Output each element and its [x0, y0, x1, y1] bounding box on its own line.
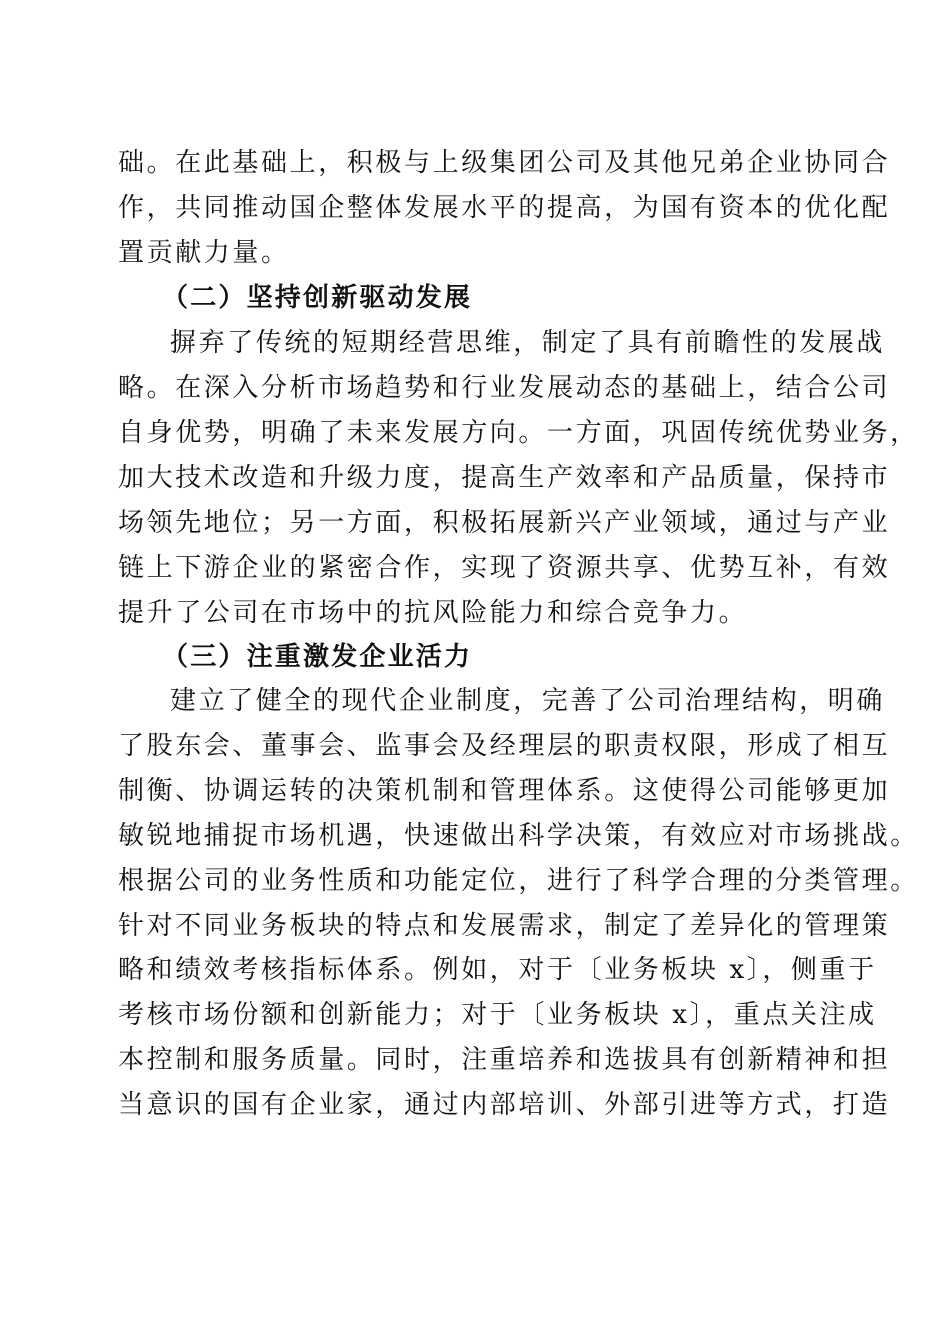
body-text-line: 针对不同业务板块的特点和发展需求，制定了差异化的管理策 [118, 911, 891, 941]
body-text-line: 置贡献力量。 [118, 238, 290, 268]
body-text-line: 本控制和服务质量。同时，注重培养和选拔具有创新精神和担 [118, 1045, 891, 1075]
body-text-line: 根据公司的业务性质和功能定位，进行了科学合理的分类管理。 [118, 866, 919, 896]
body-text-line: 摒弃了传统的短期经营思维，制定了具有前瞻性的发展战 [170, 328, 886, 358]
body-text-line: 建立了健全的现代企业制度，完善了公司治理结构，明确 [170, 686, 886, 716]
body-text-line: 提升了公司在市场中的抗风险能力和综合竞争力。 [118, 598, 748, 628]
section-heading-3: （三）注重激发企业活力 [162, 642, 473, 672]
body-text-line: 场领先地位；另一方面，积极拓展新兴产业领域，通过与产业 [118, 508, 891, 538]
body-text-line: 作，共同推动国企整体发展水平的提高，为国有资本的优化配 [118, 193, 891, 223]
body-text-line: 略。在深入分析市场趋势和行业发展动态的基础上，结合公司 [118, 373, 891, 403]
section-heading-2: （二）坚持创新驱动发展 [162, 283, 473, 313]
body-text-line: 加大技术改造和升级力度，提高生产效率和产品质量，保持市 [118, 463, 891, 493]
body-text-line: 略和绩效考核指标体系。例如，对于〔业务板块 x〕，侧重于 [118, 955, 877, 985]
body-text-line: 制衡、协调运转的决策机制和管理体系。这使得公司能够更加 [118, 776, 891, 806]
body-text-line: 了股东会、董事会、监事会及经理层的职责权限，形成了相互 [118, 731, 891, 761]
body-text-line: 链上下游企业的紧密合作，实现了资源共享、优势互补，有效 [118, 553, 891, 583]
body-text-line: 自身优势，明确了未来发展方向。一方面，巩固传统优势业务， [118, 418, 919, 448]
body-text-line: 考核市场份额和创新能力；对于〔业务板块 x〕，重点关注成 [118, 1000, 877, 1030]
body-text-line: 敏锐地捕捉市场机遇，快速做出科学决策，有效应对市场挑战。 [118, 821, 919, 851]
body-text-line: 础。在此基础上，积极与上级集团公司及其他兄弟企业协同合 [118, 148, 891, 178]
body-text-line: 当意识的国有企业家，通过内部培训、外部引进等方式，打造 [118, 1090, 891, 1120]
